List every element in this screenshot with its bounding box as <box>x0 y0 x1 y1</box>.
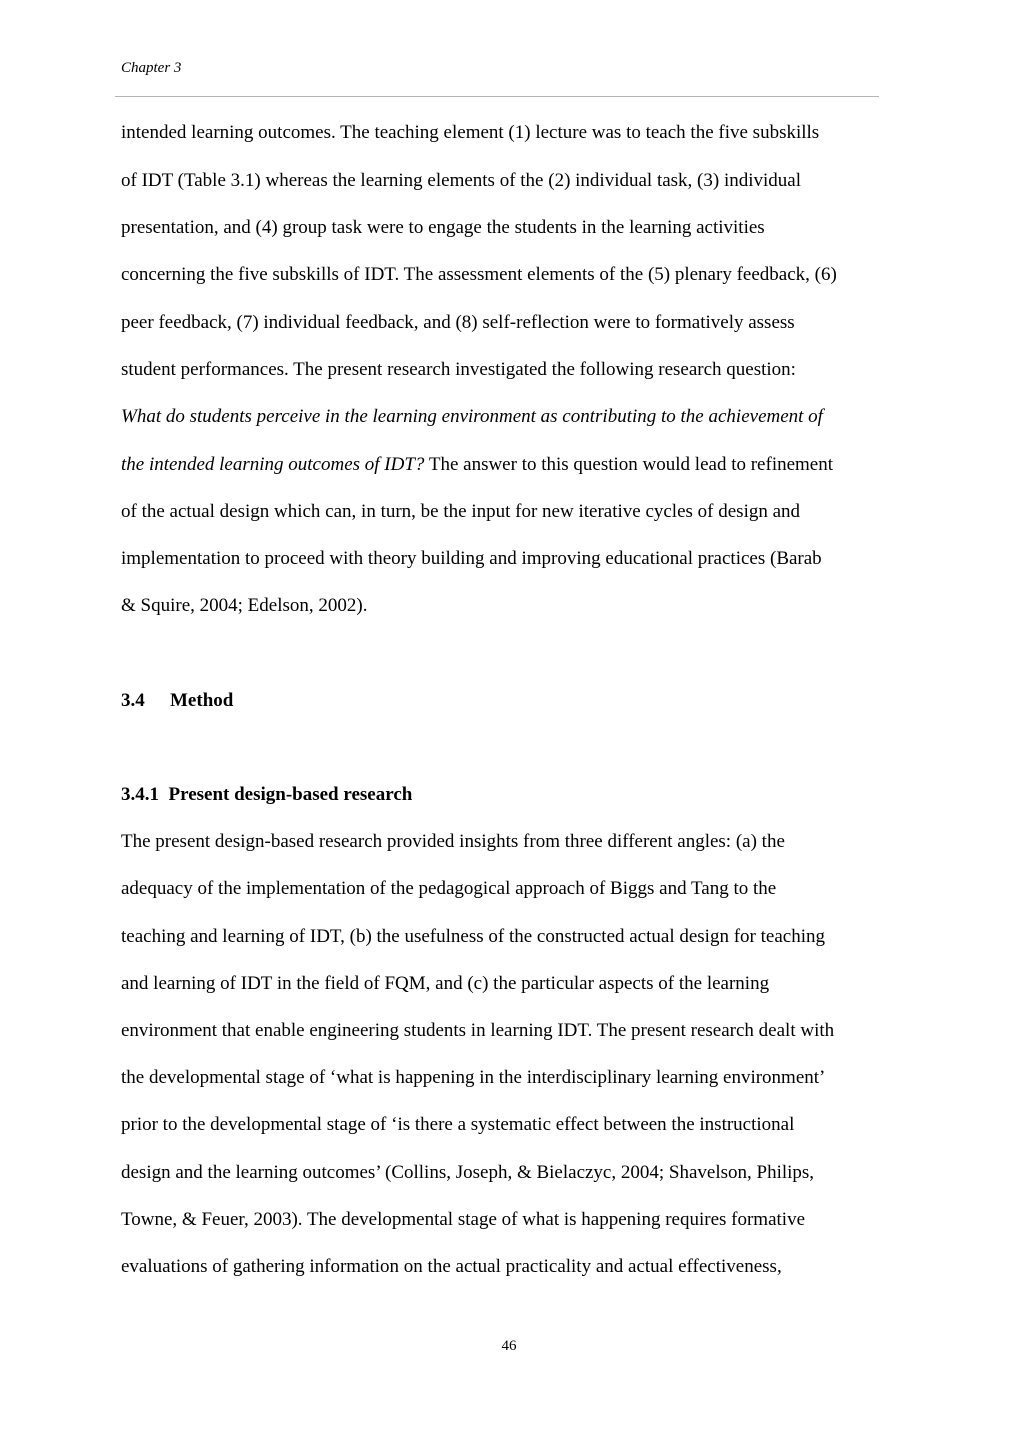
text-line: concerning the five subskills of IDT. The assessment elements of the (5) plenary feedback, (6) <box>121 264 837 285</box>
text-line: prior to the developmental stage of ‘is there a systematic effect between the instructional <box>121 1114 795 1135</box>
text-line: presentation, and (4) group task were to engage the students in the learning activities <box>121 217 765 238</box>
research-question-line <box>121 405 823 429</box>
text-line: of IDT (Table 3.1) whereas the learning elements of the (2) individual task, (3) individual <box>121 170 802 191</box>
text-line: of the actual design which can, in turn, be the input for new iterative cycles of design and <box>121 501 801 522</box>
text-line: The present design-based research provided insights from three different angles: (a) the <box>121 831 785 852</box>
text-line: evaluations of gathering information on the actual practicality and actual effectiveness, <box>121 1256 782 1277</box>
section-title: Method <box>170 690 234 711</box>
text-line <box>121 453 833 477</box>
text-line: adequacy of the implementation of the pedagogical approach of Biggs and Tang to the <box>121 878 777 899</box>
text-line: intended learning outcomes. The teaching element (1) lecture was to teach the five subskills <box>121 122 820 143</box>
page-number: 46 <box>501 1338 517 1354</box>
research-question-text: What do students perceive in the learning environment as contributing to the achievement of <box>121 406 823 427</box>
running-header: Chapter 3 <box>121 60 182 76</box>
section-number: 3.4 <box>121 690 145 711</box>
text-line: & Squire, 2004; Edelson, 2002). <box>121 595 368 616</box>
text-line: design and the learning outcomes’ (Collins, Joseph, & Bielaczyc, 2004; Shavelson, Philips, <box>121 1162 815 1183</box>
text-line: student performances. The present research investigated the following research question: <box>121 359 796 380</box>
text-line: environment that enable engineering students in learning IDT. The present research dealt with <box>121 1020 835 1041</box>
text-line: teaching and learning of IDT, (b) the usefulness of the constructed actual design for teaching <box>121 926 825 947</box>
text-line: implementation to proceed with theory building and improving educational practices (Barab <box>121 548 822 569</box>
section-heading <box>121 689 233 713</box>
header-divider <box>115 96 879 97</box>
research-question-text: the intended learning outcomes of IDT? <box>121 454 425 475</box>
text-span: The answer to this question would lead to refinement <box>424 454 834 475</box>
subsection-heading <box>121 783 412 807</box>
subsection-title: Present design-based research <box>168 784 413 805</box>
text-line: the developmental stage of ‘what is happening in the interdisciplinary learning environment’ <box>121 1067 826 1088</box>
subsection-number: 3.4.1 <box>121 784 159 805</box>
text-line: Towne, & Feuer, 2003). The developmental stage of what is happening requires formative <box>121 1209 805 1230</box>
text-line: peer feedback, (7) individual feedback, and (8) self-reflection were to formatively assess <box>121 312 795 333</box>
text-line: and learning of IDT in the field of FQM, and (c) the particular aspects of the learning <box>121 973 770 994</box>
